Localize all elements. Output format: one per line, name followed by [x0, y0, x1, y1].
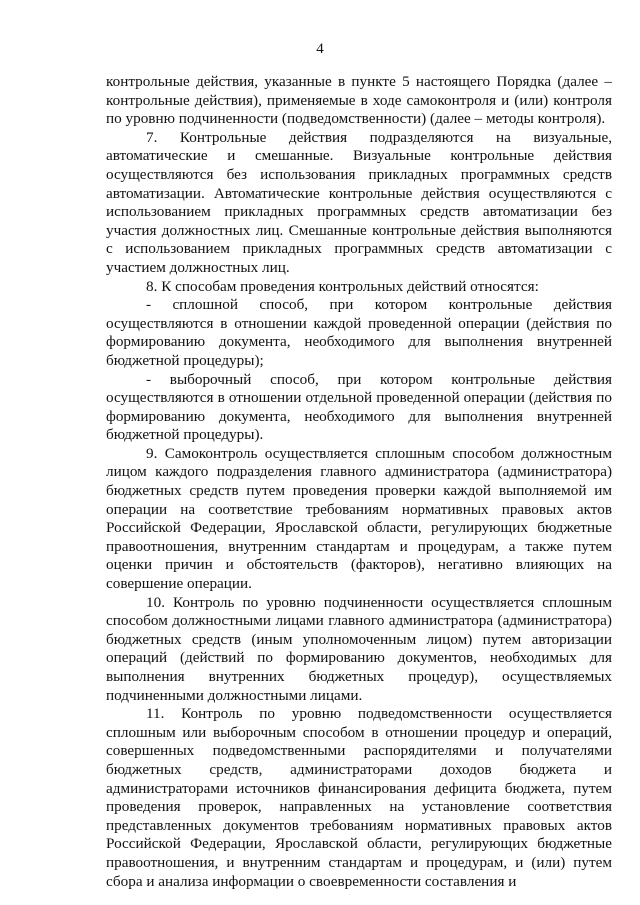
list-item-selective-method: - выборочный способ, при котором контрольные действия осуществляются в отношении отдельной проведенной операции (действия по формированию документа, необходимого для выполнения внутренней бюджетной процедуры).: [106, 370, 612, 444]
paragraph-8: 8. К способам проведения контрольных действий относятся:: [146, 277, 539, 295]
list-item-continuous-method: - сплошной способ, при котором контрольные действия осуществляются в отношении каждой проведенной операции (действия по формированию документа, необходимого для выполнения внутренней бюджетной процедуры);: [106, 296, 612, 369]
paragraph-continuation: контрольные действия, указанные в пункте 5 настоящего Порядка (далее – контрольные действия), применяемые в ходе самоконтроля и (или) контроля по уровню подчиненности (подведомственности) (далее – методы контроля).: [106, 73, 612, 128]
paragraph-9: 9. Самоконтроль осуществляется сплошным способом должностным лицом каждого подразделения главного администратора (администратора) бюджетных средств путем проведения проверки каждой выполняемой им операции на соответствие требованиям нормативных правовых актов Российской Федерации, Ярославской области, регулирующих бюджетные правоотношения, внутренним стандартам и процедурам, а также путем оценки причин и обстоятельств (факторов), негативно влияющих на совершение операции.: [106, 444, 612, 593]
paragraph-11: 11. Контроль по уровню подведомственности осуществляется сплошным или выборочным способом в отношении процедур и операций, совершенных подведомственными распорядителями и получателями бюджетных средств, администраторами доходов бюджета и администраторами источников финансирования дефицита бюджета, путем проведения проверок, направленных на установление соответствия представленных документов требованиям нормативных правовых актов Российской Федерации, Ярославской области, регулирующих бюджетные правоотношения, и внутренним стандартам и процедурам, и (или) путем сбора и анализа информации о своевременности составления и: [106, 705, 612, 890]
paragraph-7: 7. Контрольные действия подразделяются на визуальные, автоматические и смешанные. Визуальные контрольные действия осуществляются без использования прикладных программных средств автоматизации. Автоматические контрольные действия осуществляются с использованием прикладных программных средств автоматизации без участия должностных лиц. Смешанные контрольные действия выполняются с использованием прикладных программных средств автоматизации с участием должностных лиц.: [106, 128, 612, 276]
page-number: 4: [316, 41, 324, 57]
document-body: [106, 73, 612, 891]
paragraph-10: 10. Контроль по уровню подчиненности осуществляется сплошным способом должностными лицами главного администратора (администратора) бюджетных средств (иным уполномоченным лицом) путем авторизации операций (действий по формированию документов, необходимых для выполнения внутренних бюджетных процедур), осуществляемых подчиненными должностными лицами.: [106, 593, 612, 704]
